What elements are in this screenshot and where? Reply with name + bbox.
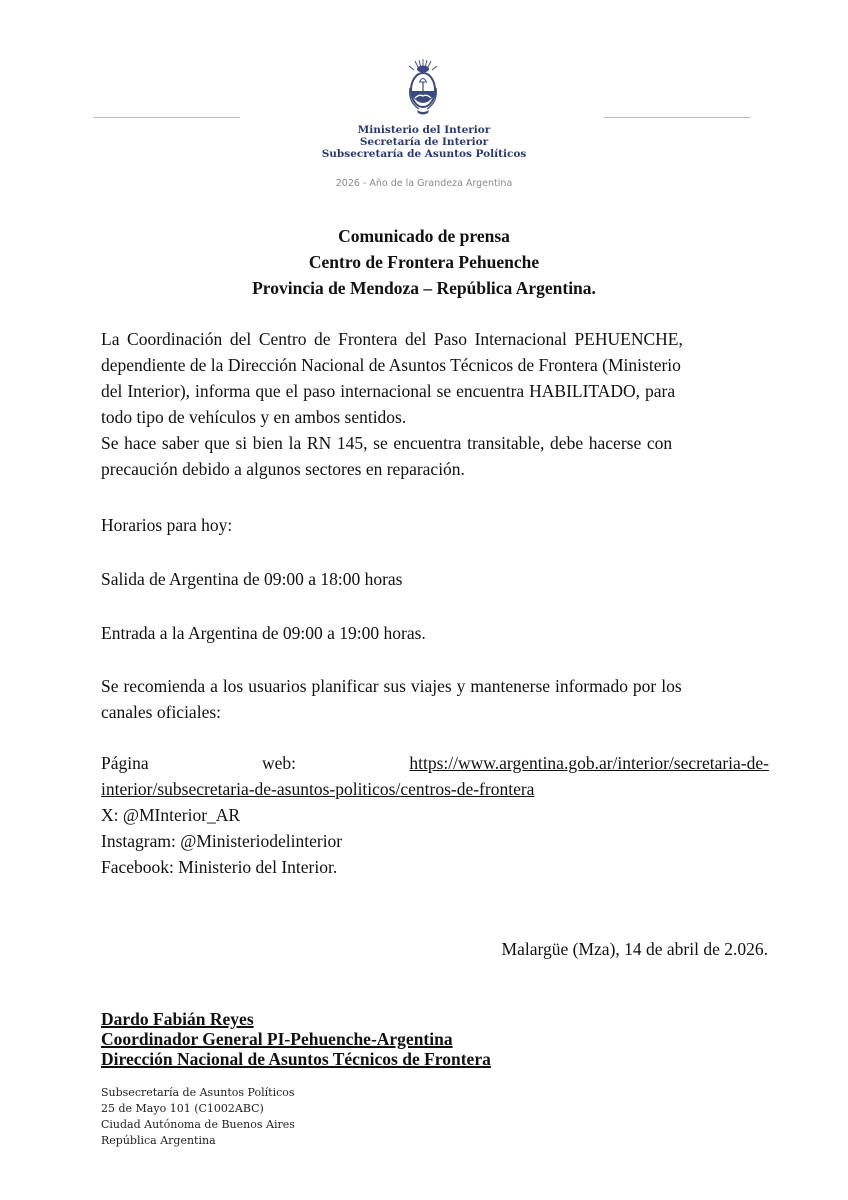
instagram-handle: Instagram: @Ministeriodelinterior (101, 831, 343, 851)
recommendation-paragraph (101, 673, 769, 725)
paragraph-line: del Interior), informa que el paso internacional se encuentra HABILITADO, para (101, 381, 676, 401)
year-motto: 2026 - Año de la Grandeza Argentina (335, 178, 513, 189)
paragraph-line: dependiente de la Dirección Nacional de Asuntos Técnicos de Frontera (Ministerio (101, 355, 681, 375)
footer-address (101, 1085, 295, 1149)
paragraph-line: La Coordinación del Centro de Frontera del Paso Internacional PEHUENCHE, (101, 329, 683, 349)
signatory-name: Dardo Fabián Reyes (101, 1009, 254, 1029)
argentine-coat-of-arms-icon (404, 58, 442, 118)
footer-line: Ciudad Autónoma de Buenos Aires (101, 1118, 295, 1131)
schedule-heading: Horarios para hoy: (101, 515, 233, 535)
entry-schedule: Entrada a la Argentina de 09:00 a 19:00 horas. (101, 623, 426, 643)
secretariat-name: Secretaría de Interior (359, 136, 489, 148)
document-location: Provincia de Mendoza – República Argentina. (252, 278, 596, 298)
document-title: Comunicado de prensa (338, 226, 510, 246)
paragraph-line: Se recomienda a los usuarios planificar sus viajes y mantenerse informado por los (101, 676, 682, 696)
website-label-suffix: web: (262, 753, 297, 773)
road-condition-paragraph (101, 430, 769, 482)
footer-line: República Argentina (101, 1134, 216, 1147)
social-links (101, 802, 342, 880)
website-block (101, 750, 769, 802)
header-divider-right (604, 117, 750, 118)
ministry-name: Ministerio del Interior (357, 124, 491, 136)
document-subtitle: Centro de Frontera Pehuenche (308, 252, 540, 272)
paragraph-line: precaución debido a algunos sectores en reparación. (101, 459, 465, 479)
footer-line: 25 de Mayo 101 (C1002ABC) (101, 1102, 264, 1115)
signature-block (101, 1009, 491, 1069)
facebook-handle: Facebook: Ministerio del Interior. (101, 857, 338, 877)
footer-line: Subsecretaría de Asuntos Políticos (101, 1086, 295, 1099)
signatory-department: Dirección Nacional de Asuntos Técnicos de Frontera (101, 1049, 491, 1069)
subsecretariat-name: Subsecretaría de Asuntos Políticos (321, 148, 527, 160)
header-divider-left (94, 117, 240, 118)
signatory-role: Coordinador General PI-Pehuenche-Argentina (101, 1029, 453, 1049)
paragraph-line: todo tipo de vehículos y en ambos sentidos. (101, 407, 407, 427)
website-label: Página (101, 753, 149, 773)
x-handle: X: @MInterior_AR (101, 805, 241, 825)
website-link-continued[interactable]: interior/subsecretaria-de-asuntos-politicos/centros-de-frontera (101, 779, 535, 799)
date-line: Malargüe (Mza), 14 de abril de 2.026. (501, 939, 768, 959)
paragraph-line: canales oficiales: (101, 702, 222, 722)
website-link[interactable]: https://www.argentina.gob.ar/interior/secretaria-de- (409, 753, 769, 773)
paragraph-line: Se hace saber que si bien la RN 145, se encuentra transitable, debe hacerse con (101, 433, 673, 453)
exit-schedule: Salida de Argentina de 09:00 a 18:00 horas (101, 569, 403, 589)
announcement-paragraph (101, 326, 769, 430)
